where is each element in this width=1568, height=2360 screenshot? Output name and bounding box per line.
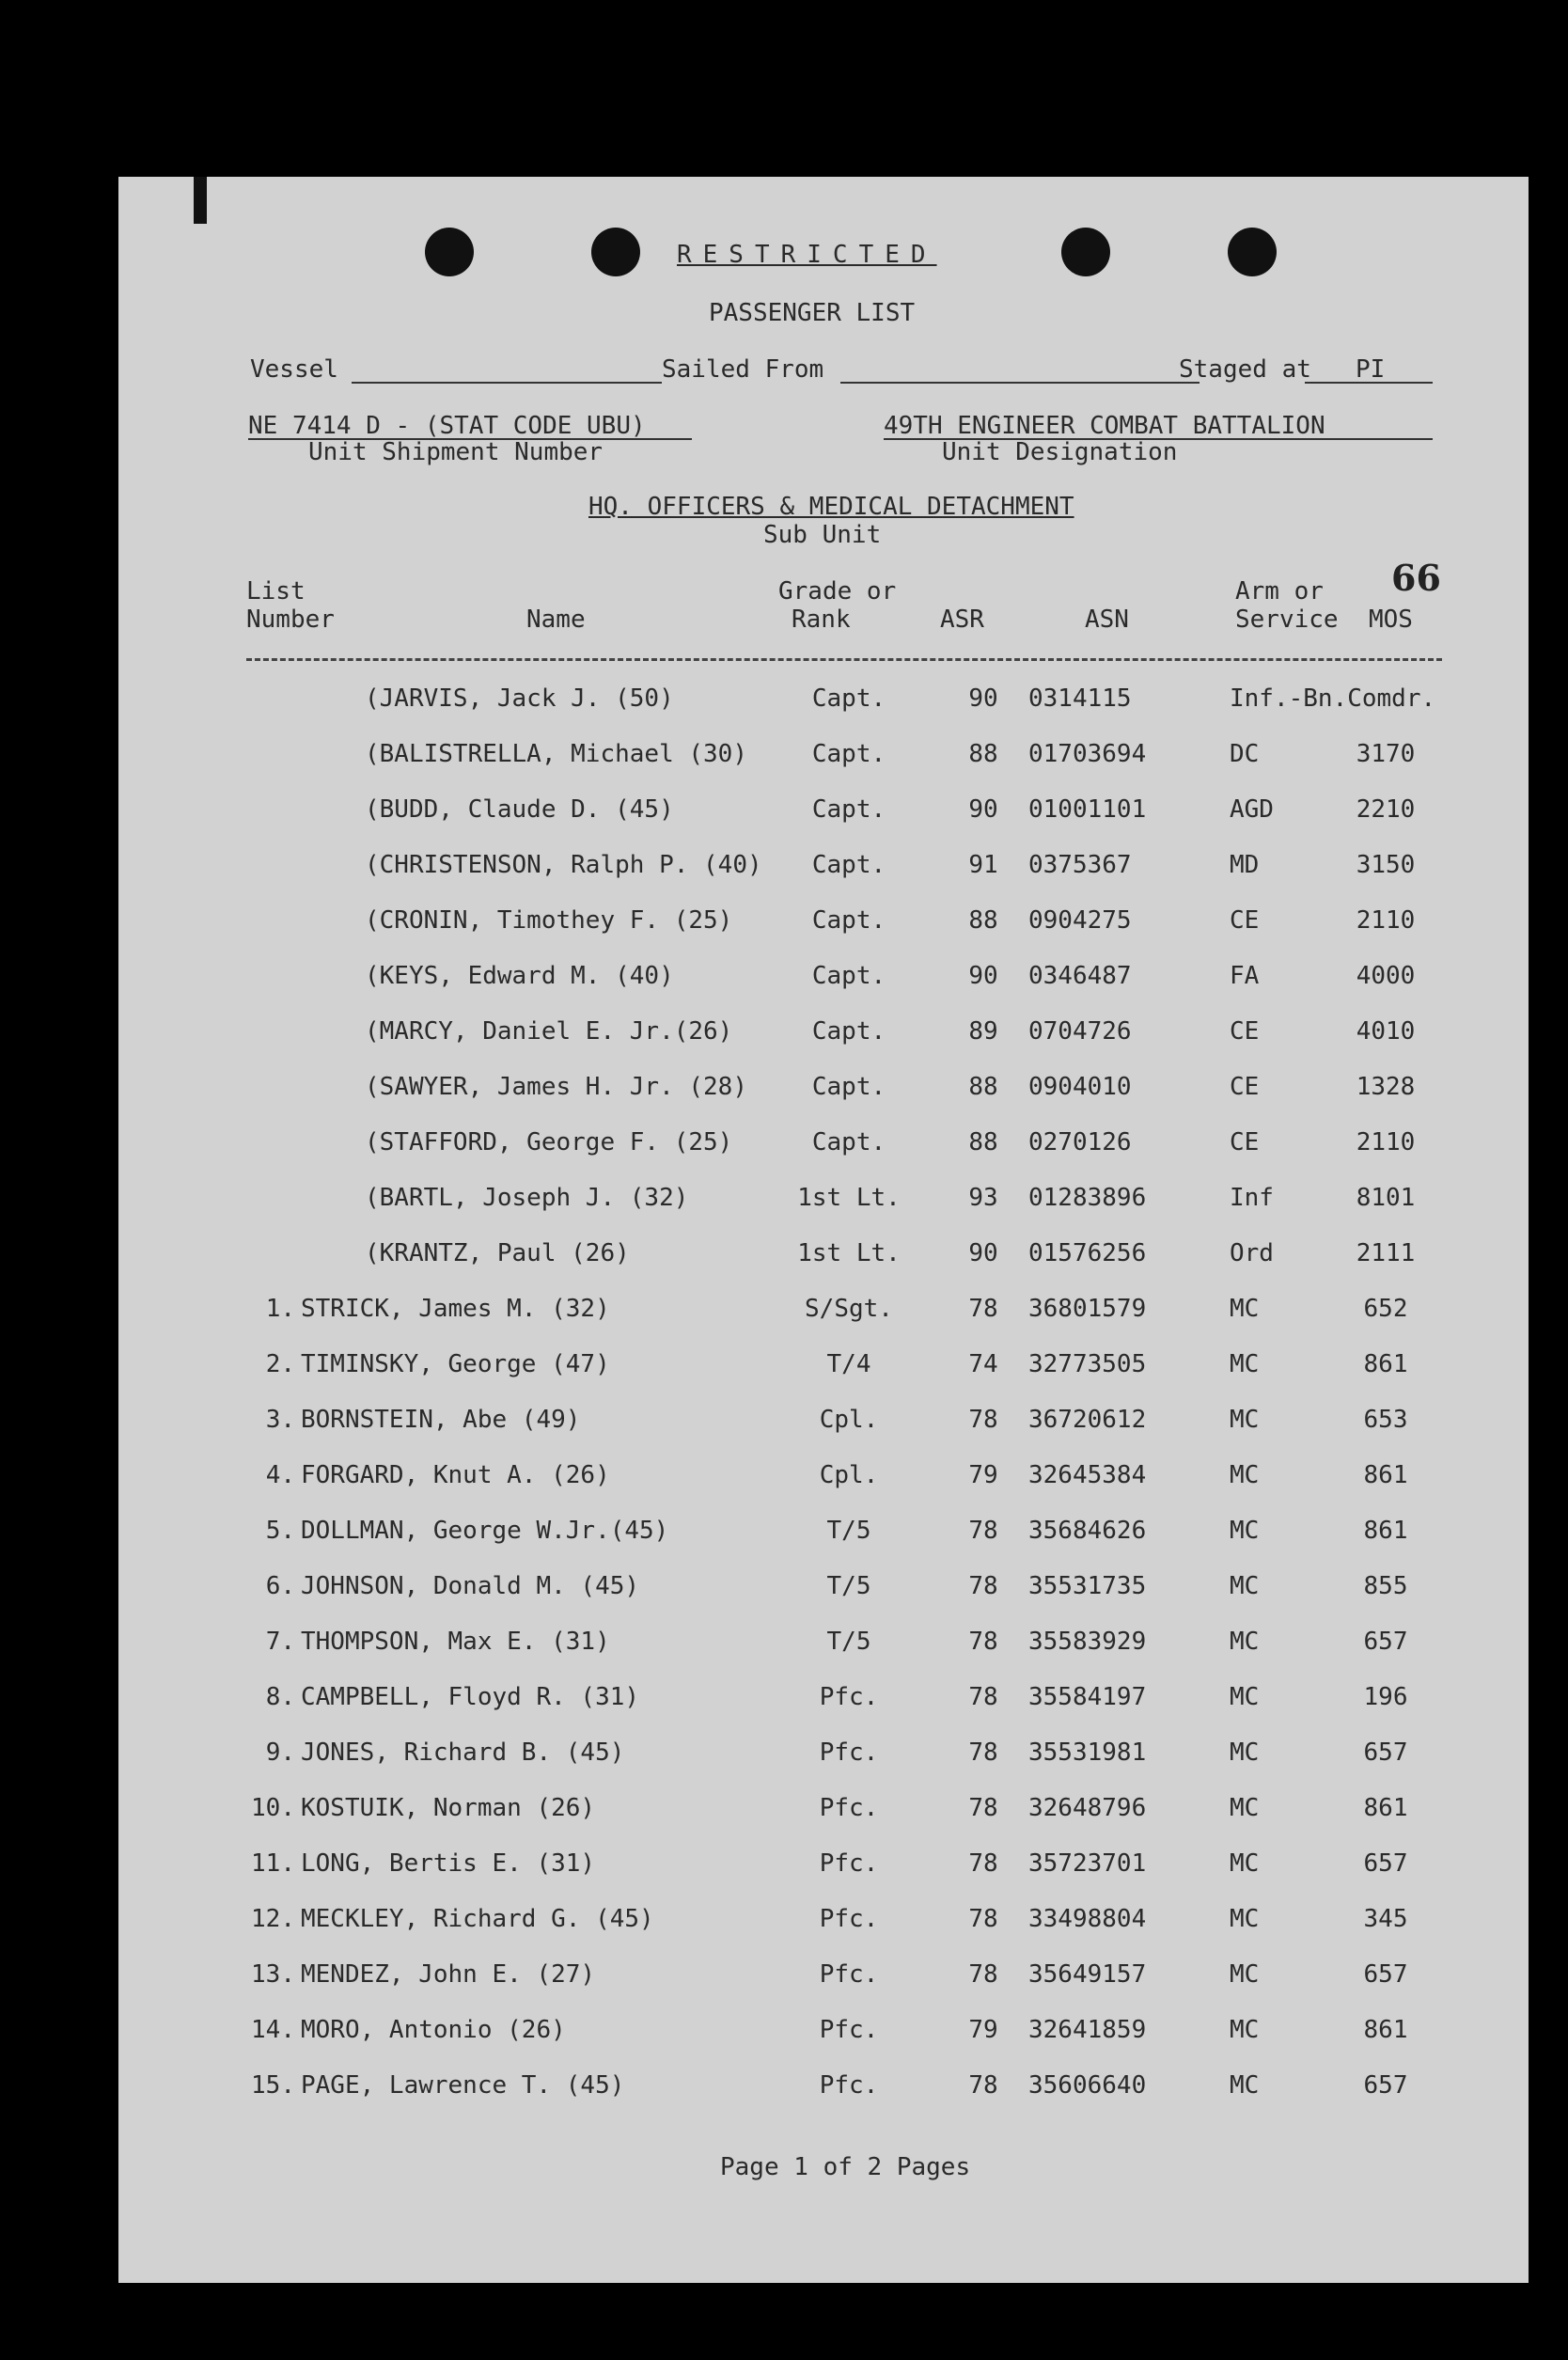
grade-rank: Pfc.	[819, 1960, 879, 1989]
mos-value: 2111	[1356, 1239, 1416, 1267]
grade-rank: Cpl.	[819, 1406, 879, 1434]
arm-service: MC	[1230, 2016, 1260, 2044]
table-row	[118, 2071, 1529, 2109]
arm-service: MC	[1230, 1461, 1260, 1489]
table-row	[118, 795, 1529, 833]
passenger-name: (BARTL, Joseph J. (32)	[365, 1184, 689, 1212]
asr-value: 91	[968, 851, 998, 879]
list-number: 14.	[251, 2016, 295, 2044]
col-grade-line2: Rank	[792, 606, 851, 634]
passenger-name: THOMPSON, Max E. (31)	[301, 1628, 610, 1656]
grade-rank: Pfc.	[819, 1683, 879, 1711]
passenger-name: (STAFFORD, George F. (25)	[365, 1128, 733, 1156]
asr-value: 78	[968, 1406, 998, 1434]
col-list-line2: Number	[246, 606, 335, 634]
passenger-name: MORO, Antonio (26)	[301, 2016, 566, 2044]
passenger-name: (JARVIS, Jack J. (50)	[365, 684, 674, 713]
asn-value: 01283896	[1028, 1184, 1147, 1212]
table-row	[118, 1295, 1529, 1332]
table-row	[118, 1849, 1529, 1887]
asn-value: 0904010	[1028, 1073, 1132, 1101]
passenger-name: JONES, Richard B. (45)	[301, 1739, 625, 1767]
grade-rank: Capt.	[811, 906, 886, 935]
passenger-name: MENDEZ, John E. (27)	[301, 1960, 596, 1989]
mos-value: 861	[1363, 1350, 1408, 1378]
asr-value: 78	[968, 1683, 998, 1711]
arm-service: MC	[1230, 1905, 1260, 1933]
arm-service: MC	[1230, 1628, 1260, 1656]
col-list	[246, 577, 335, 634]
col-mos: MOS	[1369, 606, 1413, 634]
list-number: 2.	[265, 1350, 295, 1378]
asn-value: 36720612	[1028, 1406, 1147, 1434]
grade-rank: Pfc.	[819, 1905, 879, 1933]
col-name: Name	[526, 606, 586, 634]
asr-value: 78	[968, 2071, 998, 2100]
asr-value: 90	[968, 795, 998, 824]
asr-value: 93	[968, 1184, 998, 1212]
arm-service: CE	[1230, 1017, 1260, 1046]
col-arm-line2: Service	[1235, 606, 1339, 634]
grade-rank: T/5	[826, 1572, 871, 1600]
punch-hole	[1228, 228, 1277, 276]
vessel-label: Vessel	[250, 355, 338, 384]
asr-value: 78	[968, 1572, 998, 1600]
asr-value: 89	[968, 1017, 998, 1046]
list-number: 15.	[251, 2071, 295, 2100]
arm-service: CE	[1230, 906, 1260, 935]
asn-value: 35583929	[1028, 1628, 1147, 1656]
grade-rank: Pfc.	[819, 2016, 879, 2044]
table-row	[118, 1184, 1529, 1221]
asn-value: 0314115	[1028, 684, 1132, 713]
asr-value: 78	[968, 1628, 998, 1656]
corner-mark	[194, 177, 207, 224]
asr-value: 78	[968, 1905, 998, 1933]
sub-unit-caption: Sub Unit	[763, 521, 882, 549]
asn-value: 35649157	[1028, 1960, 1147, 1989]
arm-service: MC	[1230, 1517, 1260, 1545]
grade-rank: Capt.	[811, 795, 886, 824]
grade-rank: Capt.	[811, 1128, 886, 1156]
table-row	[118, 1905, 1529, 1943]
unit-designation: 49TH ENGINEER COMBAT BATTALION	[884, 412, 1325, 440]
grade-rank: T/5	[826, 1517, 871, 1545]
punch-hole	[1061, 228, 1110, 276]
document-title: PASSENGER LIST	[709, 299, 916, 327]
mos-value: 855	[1363, 1572, 1408, 1600]
table-row	[118, 1406, 1529, 1443]
asr-value: 78	[968, 1849, 998, 1878]
mos-value: 345	[1363, 1905, 1408, 1933]
list-number: 6.	[265, 1572, 295, 1600]
asn-value: 0270126	[1028, 1128, 1132, 1156]
arm-service: MC	[1230, 1794, 1260, 1822]
shipment-number: NE 7414 D - (STAT CODE UBU)	[248, 412, 646, 440]
passenger-name: KOSTUIK, Norman (26)	[301, 1794, 596, 1822]
unit-caption: Unit Designation	[942, 438, 1178, 466]
asn-value: 0704726	[1028, 1017, 1132, 1046]
table-row	[118, 740, 1529, 778]
header-rule	[246, 658, 1442, 661]
passenger-name: (SAWYER, James H. Jr. (28)	[365, 1073, 747, 1101]
asr-value: 78	[968, 1739, 998, 1767]
list-number: 4.	[265, 1461, 295, 1489]
table-row	[118, 851, 1529, 889]
arm-service: FA	[1230, 962, 1260, 990]
mos-value: 3170	[1356, 740, 1416, 768]
mos-value: 657	[1363, 2071, 1408, 2100]
grade-rank: T/4	[826, 1350, 871, 1378]
mos-value: 652	[1363, 1295, 1408, 1323]
list-number: 9.	[265, 1739, 295, 1767]
asr-value: 88	[968, 1128, 998, 1156]
passenger-name: LONG, Bertis E. (31)	[301, 1849, 596, 1878]
mos-value: 2110	[1356, 906, 1416, 935]
grade-rank: Pfc.	[819, 1739, 879, 1767]
col-list-line1: List	[246, 577, 306, 606]
col-grade	[778, 577, 896, 634]
arm-service: MC	[1230, 1350, 1260, 1378]
passenger-name: (BALISTRELLA, Michael (30)	[365, 740, 747, 768]
col-asr: ASR	[940, 606, 984, 634]
asr-value: 90	[968, 684, 998, 713]
arm-service: MC	[1230, 1572, 1260, 1600]
col-arm	[1235, 577, 1339, 634]
table-row	[118, 1794, 1529, 1832]
arm-service: MC	[1230, 1295, 1260, 1323]
table-row	[118, 1128, 1529, 1166]
grade-rank: Cpl.	[819, 1461, 879, 1489]
table-row	[118, 1960, 1529, 1998]
asr-value: 79	[968, 2016, 998, 2044]
table-row	[118, 1572, 1529, 1610]
asr-value: 88	[968, 740, 998, 768]
grade-rank: Capt.	[811, 740, 886, 768]
col-grade-line1: Grade or	[778, 577, 897, 606]
mos-value: 861	[1363, 1517, 1408, 1545]
table-row	[118, 684, 1529, 722]
asn-value: 01703694	[1028, 740, 1147, 768]
asr-value: 78	[968, 1295, 998, 1323]
asn-value: 0375367	[1028, 851, 1132, 879]
punch-hole	[591, 228, 640, 276]
passenger-name: DOLLMAN, George W.Jr.(45)	[301, 1517, 669, 1545]
arm-service: Inf	[1230, 1184, 1274, 1212]
passenger-name: TIMINSKY, George (47)	[301, 1350, 610, 1378]
asr-value: 90	[968, 962, 998, 990]
grade-rank: Pfc.	[819, 1849, 879, 1878]
table-row	[118, 906, 1529, 944]
grade-rank: Capt.	[811, 1073, 886, 1101]
list-number: 5.	[265, 1517, 295, 1545]
sub-unit: HQ. OFFICERS & MEDICAL DETACHMENT	[588, 493, 1074, 521]
sailed-from-field	[840, 382, 1200, 384]
asr-value: 74	[968, 1350, 998, 1378]
passenger-name: PAGE, Lawrence T. (45)	[301, 2071, 625, 2100]
arm-service: DC	[1230, 740, 1260, 768]
list-number: 10.	[251, 1794, 295, 1822]
passenger-name: JOHNSON, Donald M. (45)	[301, 1572, 640, 1600]
asn-value: 35531981	[1028, 1739, 1147, 1767]
table-row	[118, 1739, 1529, 1776]
grade-rank: Capt.	[811, 962, 886, 990]
mos-value: 657	[1363, 1739, 1408, 1767]
arm-service: MC	[1230, 1849, 1260, 1878]
grade-rank: T/5	[826, 1628, 871, 1656]
asn-value: 0904275	[1028, 906, 1132, 935]
asn-value: 35606640	[1028, 2071, 1147, 2100]
mos-value: 4010	[1356, 1017, 1416, 1046]
table-row	[118, 1517, 1529, 1554]
asn-value: 35684626	[1028, 1517, 1147, 1545]
arm-service: CE	[1230, 1128, 1260, 1156]
passenger-name: FORGARD, Knut A. (26)	[301, 1461, 610, 1489]
grade-rank: Capt.	[811, 1017, 886, 1046]
arm-service: MC	[1230, 1406, 1260, 1434]
table-row	[118, 1461, 1529, 1499]
asn-value: 01001101	[1028, 795, 1147, 824]
arm-service: Inf.-Bn.Comdr.	[1230, 684, 1436, 713]
asr-value: 78	[968, 1517, 998, 1545]
asn-value: 32773505	[1028, 1350, 1147, 1378]
mos-value: 657	[1363, 1960, 1408, 1989]
staged-at-value: PI	[1356, 355, 1386, 384]
arm-service: MC	[1230, 1960, 1260, 1989]
col-asn: ASN	[1085, 606, 1129, 634]
mos-value: 2110	[1356, 1128, 1416, 1156]
table-row	[118, 1628, 1529, 1665]
arm-service: MD	[1230, 851, 1260, 879]
mos-value: 861	[1363, 2016, 1408, 2044]
list-number: 8.	[265, 1683, 295, 1711]
mos-value: 861	[1363, 1461, 1408, 1489]
arm-service: CE	[1230, 1073, 1260, 1101]
asr-value: 88	[968, 906, 998, 935]
list-number: 13.	[251, 1960, 295, 1989]
arm-service: Ord	[1230, 1239, 1274, 1267]
arm-service: MC	[1230, 1683, 1260, 1711]
mos-value: 653	[1363, 1406, 1408, 1434]
mos-value: 657	[1363, 1628, 1408, 1656]
asr-value: 78	[968, 1960, 998, 1989]
sailed-from-label: Sailed From	[662, 355, 824, 384]
punch-hole	[425, 228, 474, 276]
shipment-caption: Unit Shipment Number	[308, 438, 604, 466]
passenger-name: (CHRISTENSON, Ralph P. (40)	[365, 851, 762, 879]
passenger-name: (CRONIN, Timothey F. (25)	[365, 906, 733, 935]
document-page	[118, 177, 1529, 2283]
mos-value: 196	[1363, 1683, 1408, 1711]
passenger-name: STRICK, James M. (32)	[301, 1295, 610, 1323]
col-arm-line1: Arm or	[1235, 577, 1324, 606]
table-row	[118, 1073, 1529, 1110]
asr-value: 88	[968, 1073, 998, 1101]
asn-value: 32641859	[1028, 2016, 1147, 2044]
table-row	[118, 2016, 1529, 2053]
mos-value: 657	[1363, 1849, 1408, 1878]
mos-value: 1328	[1356, 1073, 1416, 1101]
grade-rank: Pfc.	[819, 2071, 879, 2100]
grade-rank: Pfc.	[819, 1794, 879, 1822]
passenger-name: (MARCY, Daniel E. Jr.(26)	[365, 1017, 733, 1046]
passenger-name: BORNSTEIN, Abe (49)	[301, 1406, 581, 1434]
mos-value: 2210	[1356, 795, 1416, 824]
asn-value: 01576256	[1028, 1239, 1147, 1267]
list-number: 11.	[251, 1849, 295, 1878]
asn-value: 36801579	[1028, 1295, 1147, 1323]
arm-service: AGD	[1230, 795, 1274, 824]
grade-rank: 1st Lt.	[797, 1239, 901, 1267]
mos-value: 4000	[1356, 962, 1416, 990]
asn-value: 0346487	[1028, 962, 1132, 990]
asr-value: 90	[968, 1239, 998, 1267]
list-number: 12.	[251, 1905, 295, 1933]
table-row	[118, 1239, 1529, 1277]
arm-service: MC	[1230, 1739, 1260, 1767]
passenger-name: CAMPBELL, Floyd R. (31)	[301, 1683, 640, 1711]
asn-value: 35531735	[1028, 1572, 1147, 1600]
page-footer: Page 1 of 2 Pages	[720, 2153, 971, 2181]
vessel-field	[352, 382, 662, 384]
passenger-name: (KEYS, Edward M. (40)	[365, 962, 674, 990]
table-row	[118, 962, 1529, 999]
passenger-name: (BUDD, Claude D. (45)	[365, 795, 674, 824]
list-number: 7.	[265, 1628, 295, 1656]
asr-value: 79	[968, 1461, 998, 1489]
restricted-heading: RESTRICTED	[677, 241, 937, 269]
grade-rank: S/Sgt.	[805, 1295, 893, 1323]
stamp-number: 66	[1391, 557, 1441, 599]
mos-value: 861	[1363, 1794, 1408, 1822]
list-number: 3.	[265, 1406, 295, 1434]
staged-at-label: Staged at	[1179, 355, 1311, 384]
passenger-name: MECKLEY, Richard G. (45)	[301, 1905, 654, 1933]
table-row	[118, 1683, 1529, 1721]
table-row	[118, 1350, 1529, 1388]
asn-value: 35723701	[1028, 1849, 1147, 1878]
arm-service: MC	[1230, 2071, 1260, 2100]
grade-rank: Capt.	[811, 684, 886, 713]
asn-value: 32648796	[1028, 1794, 1147, 1822]
asn-value: 35584197	[1028, 1683, 1147, 1711]
list-number: 1.	[265, 1295, 295, 1323]
passenger-name: (KRANTZ, Paul (26)	[365, 1239, 630, 1267]
mos-value: 3150	[1356, 851, 1416, 879]
asn-value: 33498804	[1028, 1905, 1147, 1933]
table-row	[118, 1017, 1529, 1055]
grade-rank: 1st Lt.	[797, 1184, 901, 1212]
asn-value: 32645384	[1028, 1461, 1147, 1489]
asr-value: 78	[968, 1794, 998, 1822]
mos-value: 8101	[1356, 1184, 1416, 1212]
grade-rank: Capt.	[811, 851, 886, 879]
